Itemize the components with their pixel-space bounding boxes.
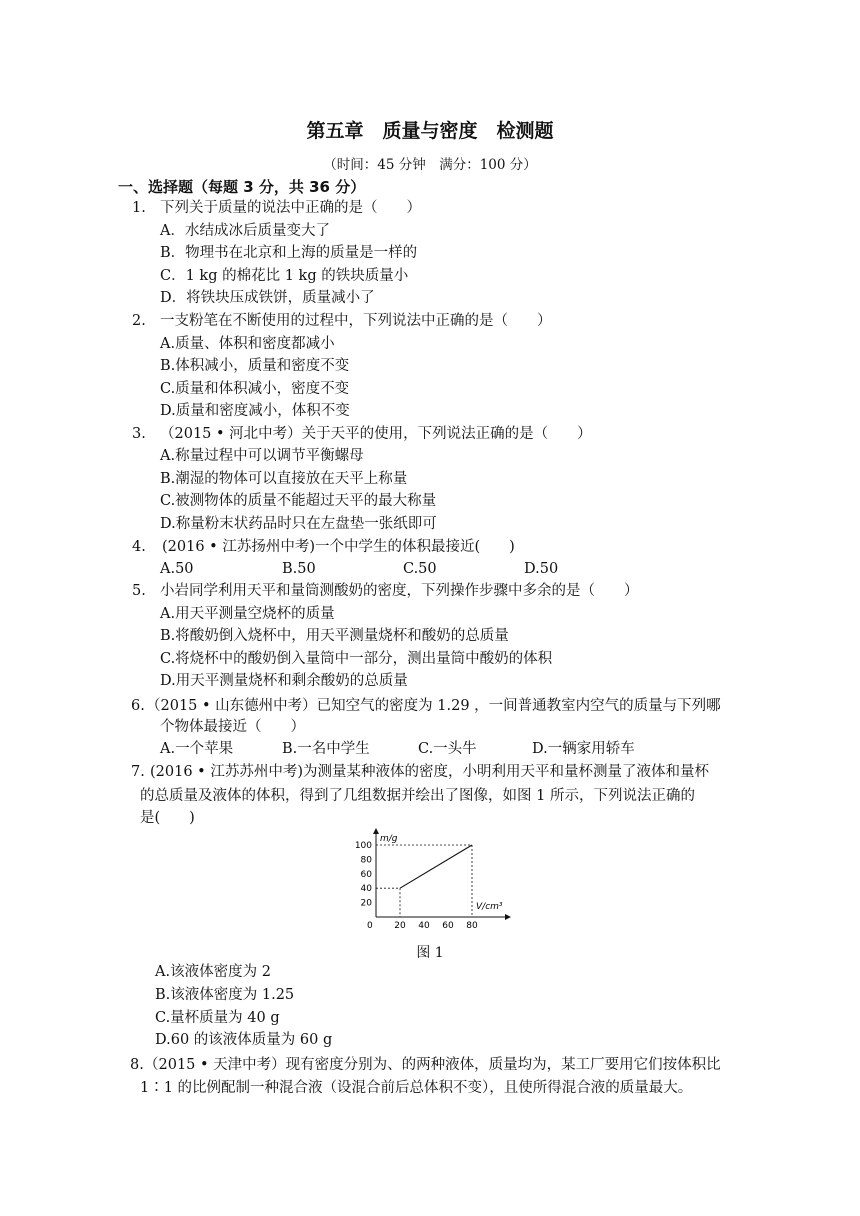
question-stem: （2015 • 河北中考）关于天平的使用，下列说法正确的是（ ） — [160, 426, 592, 442]
option-b: B.潮湿的物体可以直接放在天平上称量 — [160, 471, 408, 487]
question-number: 8. — [130, 1057, 144, 1073]
figure-1-graph — [340, 825, 520, 935]
series-line — [400, 845, 472, 888]
option-c: C.被测物体的质量不能超过天平的最大称量 — [160, 493, 437, 509]
x-tick-label: 60 — [442, 921, 454, 931]
option-b: B.将酸奶倒入烧杯中，用天平测量烧杯和酸奶的总质量 — [160, 628, 509, 644]
x-tick-label: 40 — [418, 921, 430, 931]
question-stem: (2016 • 江苏扬州中考)一个中学生的体积最接近( ) — [162, 539, 515, 555]
option-c: C.质量和体积减小，密度不变 — [160, 381, 350, 397]
y-axis-label: m/g — [380, 834, 398, 844]
option-b: B.体积减小，质量和密度不变 — [160, 358, 350, 374]
question-stem: (2016 • 江苏苏州中考)为测量某种液体的密度，小明利用天平和量杯测量了液体和量杯 — [150, 764, 709, 780]
question-number: 4. — [132, 539, 146, 555]
figure-caption: 图 1 — [416, 945, 444, 961]
option-c: C．1 kg 的棉花比 1 kg 的铁块质量小 — [160, 268, 409, 284]
question-number: 3. — [132, 426, 146, 442]
x-axis-label: V/cm³ — [476, 902, 503, 912]
page-title: 第五章 质量与密度 检测题 — [306, 120, 554, 142]
y-tick-label: 40 — [360, 884, 372, 895]
option-a: A.一个苹果 — [160, 741, 234, 757]
option-a: A.该液体密度为 2 — [155, 964, 271, 980]
option-d: D.60 的该液体质量为 60 g — [155, 1032, 333, 1048]
y-tick-label: 100 — [354, 841, 372, 851]
question-stem-continued: 是( ) — [140, 810, 195, 826]
question-stem: 小岩同学利用天平和量筒测酸奶的密度，下列操作步骤中多余的是（ ） — [160, 583, 639, 599]
option-a: A.称量过程中可以调节平衡螺母 — [160, 448, 364, 464]
exam-info: （时间：45 分钟 满分：100 分） — [323, 157, 537, 173]
question-number: 6. — [131, 698, 145, 714]
x-tick-label: 80 — [466, 921, 478, 931]
question-stem-continued: 个物体最接近（ ） — [160, 719, 305, 735]
y-tick-label: 80 — [360, 855, 372, 866]
option-c: C.50 — [403, 561, 437, 577]
question-stem: 一支粉笔在不断使用的过程中，下列说法中正确的是（ ） — [160, 313, 552, 329]
question-stem-continued: 1∶1 的比例配制一种混合液（设混合前后总体积不变），且使所得混合液的质量最大。 — [140, 1080, 693, 1096]
option-d: D.质量和密度减小，体积不变 — [160, 403, 350, 419]
option-b: B．物理书在北京和上海的质量是一样的 — [160, 245, 418, 261]
section-heading: 一、选择题（每题 3 分，共 36 分） — [118, 178, 366, 196]
option-c: C.一头牛 — [418, 741, 477, 757]
option-b: B.50 — [282, 561, 316, 577]
question-stem-continued: 的总质量及液体的体积，得到了几组数据并绘出了图像，如图 1 所示，下列说法正确的 — [140, 788, 695, 804]
option-c: C.量杯质量为 40 g — [155, 1010, 280, 1026]
y-tick-label: 60 — [360, 869, 372, 880]
option-b: B.一名中学生 — [282, 741, 370, 757]
origin-label: 0 — [367, 921, 373, 931]
question-number: 5. — [132, 583, 146, 599]
option-d: D.50 — [524, 561, 559, 577]
option-d: D．将铁块压成铁饼，质量减小了 — [160, 290, 375, 306]
option-d: D.称量粉末状药品时只在左盘垫一张纸即可 — [160, 516, 437, 532]
option-a: A.50 — [160, 561, 194, 577]
question-stem: （2015 • 山东德州中考）已知空气的密度为 1.29 ，一间普通教室内空气的质量与下列哪 — [146, 698, 721, 714]
question-stem: （2015 • 天津中考）现有密度分别为、的两种液体，质量均为，某工厂要用它们按体积比 — [144, 1057, 721, 1073]
question-number: 1. — [132, 200, 146, 216]
question-number: 2. — [132, 313, 146, 329]
question-number: 7. — [131, 764, 145, 780]
option-a: A.质量、体积和密度都减小 — [160, 336, 335, 352]
option-a: A.用天平测量空烧杯的质量 — [160, 606, 335, 622]
option-c: C.将烧杯中的酸奶倒入量筒中一部分，测出量筒中酸奶的体积 — [160, 651, 553, 667]
option-d: D.一辆家用轿车 — [532, 741, 635, 757]
y-tick-label: 20 — [360, 898, 372, 909]
question-stem: 下列关于质量的说法中正确的是（ ） — [160, 200, 421, 216]
option-b: B.该液体密度为 1.25 — [155, 987, 295, 1003]
option-a: A．水结成冰后质量变大了 — [160, 223, 330, 239]
x-tick-label: 20 — [394, 921, 406, 931]
option-d: D.用天平测量烧杯和剩余酸奶的总质量 — [160, 673, 408, 689]
